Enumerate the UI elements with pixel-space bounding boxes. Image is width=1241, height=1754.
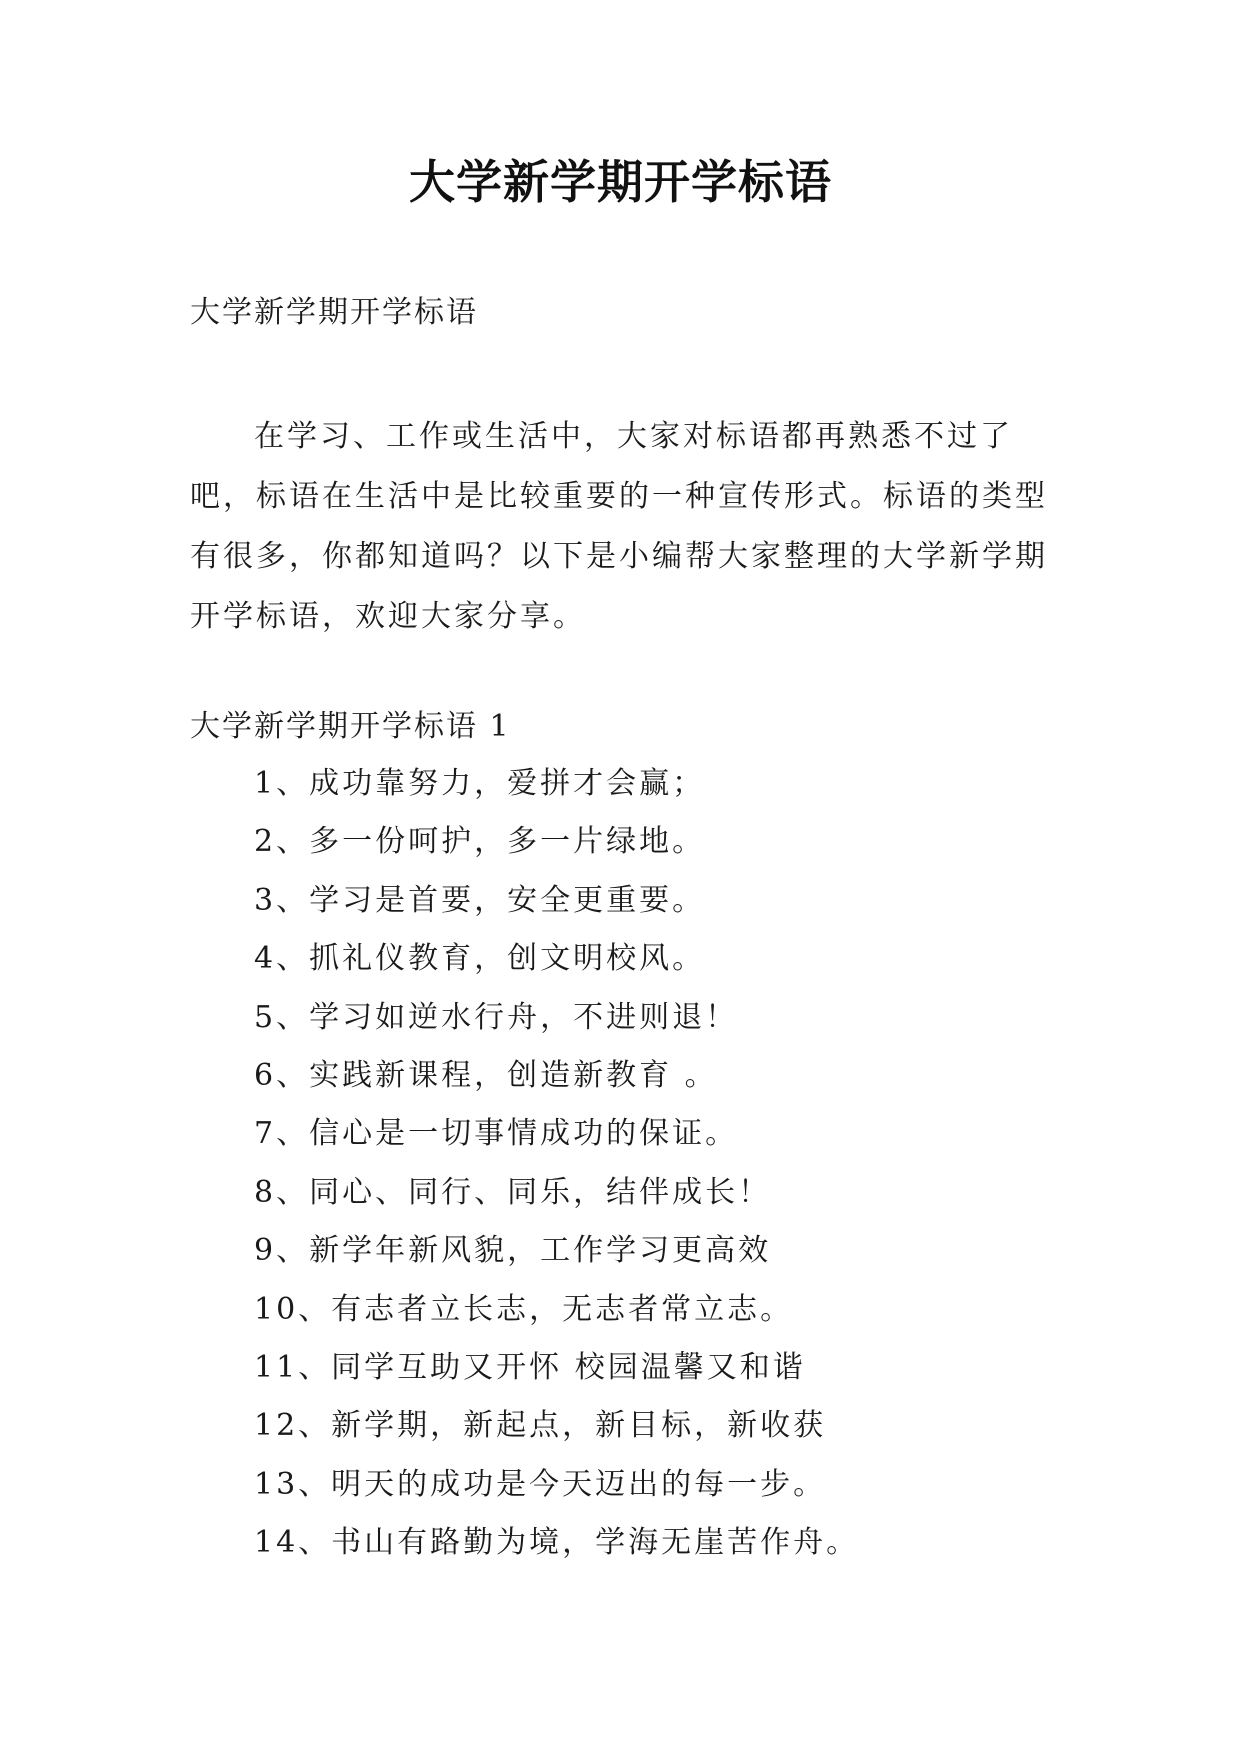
intro-paragraph: 在学习、工作或生活中，大家对标语都再熟悉不过了吧，标语在生活中是比较重要的一种宣传形式。标语的类型有很多，你都知道吗？以下是小编帮大家整理的大学新学期开学标语，欢迎大家分享。 <box>190 419 1048 634</box>
document-title: 大学新学期开学标语 <box>409 155 832 209</box>
document-subtitle: 大学新学期开学标语 <box>190 295 478 330</box>
slogan-item: 6、实践新课程，创造新教育 。 <box>254 1057 718 1093</box>
slogan-item: 7、信心是一切事情成功的保证。 <box>254 1116 739 1152</box>
slogan-item: 9、新学年新风貌，工作学习更高效 <box>254 1233 772 1269</box>
slogan-item: 3、学习是首要，安全更重要。 <box>254 882 706 918</box>
slogan-item: 14、书山有路勤为境，学海无崖苦作舟。 <box>254 1525 860 1561</box>
section-heading: 大学新学期开学标语 1 <box>190 709 511 744</box>
slogan-list <box>254 755 859 1572</box>
slogan-item: 8、同心、同行、同乐，结伴成长！ <box>254 1174 772 1210</box>
slogan-item: 11、同学互助又开怀 校园温馨又和谐 <box>254 1349 806 1385</box>
slogan-item: 12、新学期，新起点，新目标，新收获 <box>254 1408 827 1444</box>
slogan-item: 2、多一份呵护，多一片绿地。 <box>254 824 706 860</box>
slogan-item: 13、明天的成功是今天迈出的每一步。 <box>254 1466 827 1502</box>
slogan-item: 4、抓礼仪教育，创文明校风。 <box>254 941 706 977</box>
slogan-item: 1、成功靠努力，爱拼才会赢； <box>254 766 706 801</box>
slogan-item: 10、有志者立长志，无志者常立志。 <box>254 1291 794 1327</box>
slogan-item: 5、学习如逆水行舟，不进则退！ <box>254 999 739 1035</box>
